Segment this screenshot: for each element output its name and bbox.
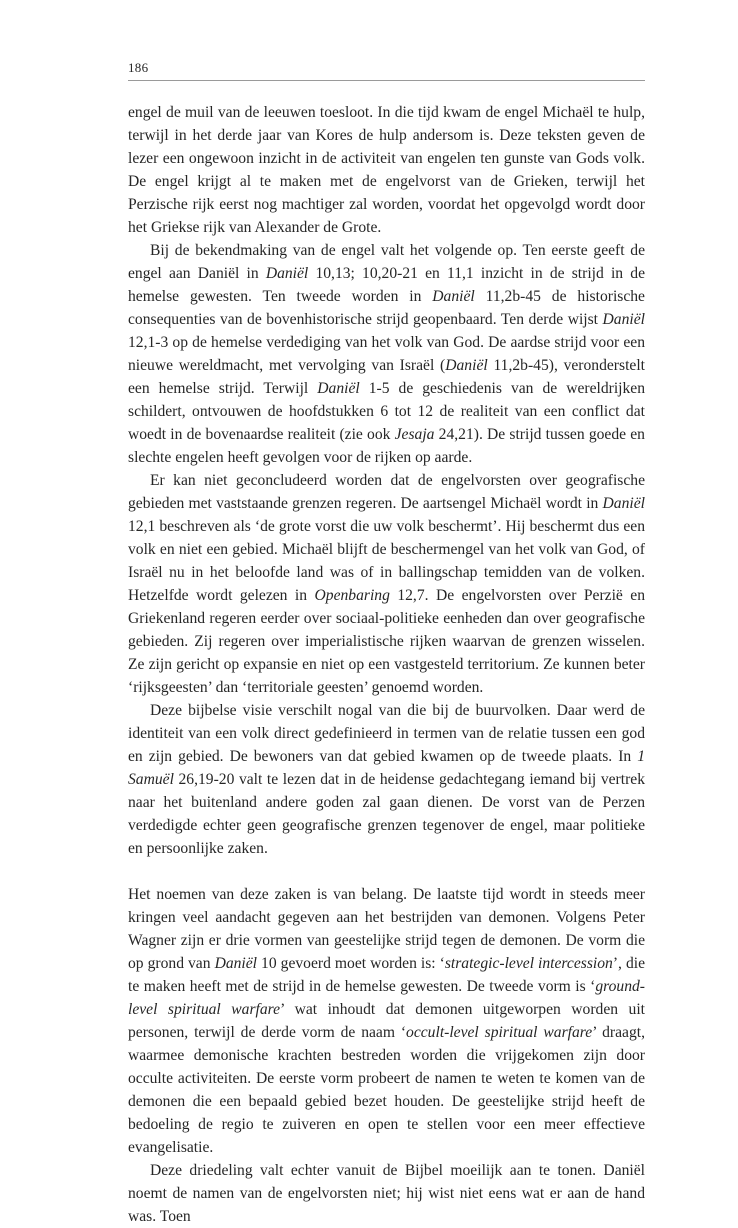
italic-run: Daniël xyxy=(317,380,360,397)
italic-run: Daniël xyxy=(432,288,475,305)
italic-run: Daniël xyxy=(602,311,645,328)
text-run: 10 gevoerd moet worden is: ‘ xyxy=(257,955,445,972)
italic-run: Daniël xyxy=(214,955,258,972)
page-number: 186 xyxy=(128,60,149,75)
paragraph-1 xyxy=(128,101,645,239)
text-run: 11,2b-45 de historische consequenties van de bovenhistorische strijd geopenbaard. Ten derde wijst xyxy=(128,288,645,328)
text-run: 11,2b-45), veronderstelt een hemelse strijd. Terwijl xyxy=(128,357,645,397)
text-run: Er kan niet geconcludeerd worden dat de engelvorsten over geografische gebieden met vaststaande grenzen regeren. De aartsengel Michaël wordt in xyxy=(128,472,645,512)
text-run: 12,7. De engelvorsten over Perzië en Griekenland regeren eerder over sociaal-politieke eenheden dan over geografische gebieden. Zij regeren over imperialistische rijken waarvan de grenzen wisselen. Ze zijn gericht op expansie en niet op een vastgesteld territorium. Ze kunnen beter ‘rijksgeesten’ dan ‘territoriale geesten’ genoemd worden. xyxy=(128,587,645,696)
italic-run: ground-level spiritual warfare xyxy=(128,978,645,1018)
italic-run: 1 Samuël xyxy=(128,748,645,788)
body-text xyxy=(128,101,645,1228)
text-run: ’, die te maken heeft met de strijd in de hemelse gewesten. De tweede vorm is ‘ xyxy=(128,955,645,995)
paragraph-5 xyxy=(128,883,645,1159)
header-rule xyxy=(128,80,645,81)
text-run: Deze bijbelse visie verschilt nogal van die bij de buurvolken. Daar werd de identiteit van een volk direct gedefinieerd in termen van de relatie tussen een god en zijn gebied. De bewoners van dat gebied kwamen op de tweede plaats. In xyxy=(128,702,645,765)
text-run: Het noemen van deze zaken is van belang. De laatste tijd wordt in steeds meer kringen veel aandacht gegeven aan het bestrijden van demonen. Volgens Peter Wagner zijn er drie vormen van geestelijke strijd tegen de demonen. De vorm die op grond van xyxy=(128,886,645,972)
italic-run: strategic-level intercession xyxy=(444,955,613,972)
text-run: 24,21). De strijd tussen goede en slechte engelen heeft gevolgen voor de rijken op aarde. xyxy=(128,426,645,466)
text-run: engel de muil van de leeuwen toesloot. In die tijd kwam de engel Michaël te hulp, terwijl in het derde jaar van Kores de hulp andersom is. Deze teksten geven de lezer een ongewoon inzicht in de activiteit van engelen ten gunste van Gods volk. De engel krijgt al te maken met de engelvorst van de Grieken, terwijl het Perzische rijk eerst nog machtiger zal worden, voordat het opgevolgd wordt door het Griekse rijk van Alexander de Grote. xyxy=(128,104,645,236)
italic-run: Daniël xyxy=(265,265,309,282)
italic-run: occult-level spiritual warfare xyxy=(406,1024,593,1041)
text-run: ’ wat inhoudt dat demonen uitgeworpen worden uit personen, terwijl de derde vorm de naam ‘ xyxy=(128,1001,646,1041)
text-run: 10,13; 10,20-21 en 11,1 inzicht in de strijd in de hemelse gewesten. Ten tweede worden in xyxy=(128,265,645,305)
text-run: Deze driedeling valt echter vanuit de Bijbel moeilijk aan te tonen. Daniël noemt de namen van de engelvorsten niet; hij wist niet eens wat er aan de hand was. Toen xyxy=(128,1162,645,1225)
italic-run: Daniël xyxy=(445,357,488,374)
text-run: 12,1-3 op de hemelse verdediging van het volk van God. De aardse strijd voor een nieuwe wereldmacht, met vervolging van Israël ( xyxy=(128,334,645,374)
text-run: 12,1 beschreven als ‘de grote vorst die uw volk beschermt’. Hij beschermt dus een volk en niet een gebied. Michaël blijft de beschermengel van het volk van God, of Israël nu in het beloofde land was of in ballingschap temidden van de volken. Hetzelfde wordt gelezen in xyxy=(128,518,645,604)
paragraph-6 xyxy=(128,1159,645,1228)
text-run: 26,19-20 valt te lezen dat in de heidense gedachtegang iemand bij vertrek naar het buitenland andere goden zal gaan dienen. De vorst van de Perzen verdedigde echter geen geografische grenzen tegenover de engel, maar politieke en persoonlijke zaken. xyxy=(128,771,645,857)
paragraph-3 xyxy=(128,469,645,699)
italic-run: Openbaring xyxy=(314,587,390,604)
paragraph-2 xyxy=(128,239,645,469)
text-run: ’ draagt, waarmee demonische krachten bestreden worden die vrijgekomen zijn door occulte activiteiten. De eerste vorm probeert de namen te weten te komen van de demonen die een bepaald gebied bezet houden. De geestelijke strijd heeft de bedoeling de regio te zuiveren en open te stellen voor een meer effectieve evangelisatie. xyxy=(128,1024,645,1156)
text-run: 1-5 de geschiedenis van de wereldrijken schildert, ontvouwen de hoofdstukken 6 tot 12 de realiteit van een conflict dat woedt in de bovenaardse realiteit (zie ook xyxy=(128,380,645,443)
paragraph-4 xyxy=(128,699,645,860)
italic-run: Daniël xyxy=(602,495,645,512)
italic-run: Jesaja xyxy=(394,426,435,443)
text-run: Bij de bekendmaking van de engel valt het volgende op. Ten eerste geeft de engel aan Daniël in xyxy=(128,242,645,282)
